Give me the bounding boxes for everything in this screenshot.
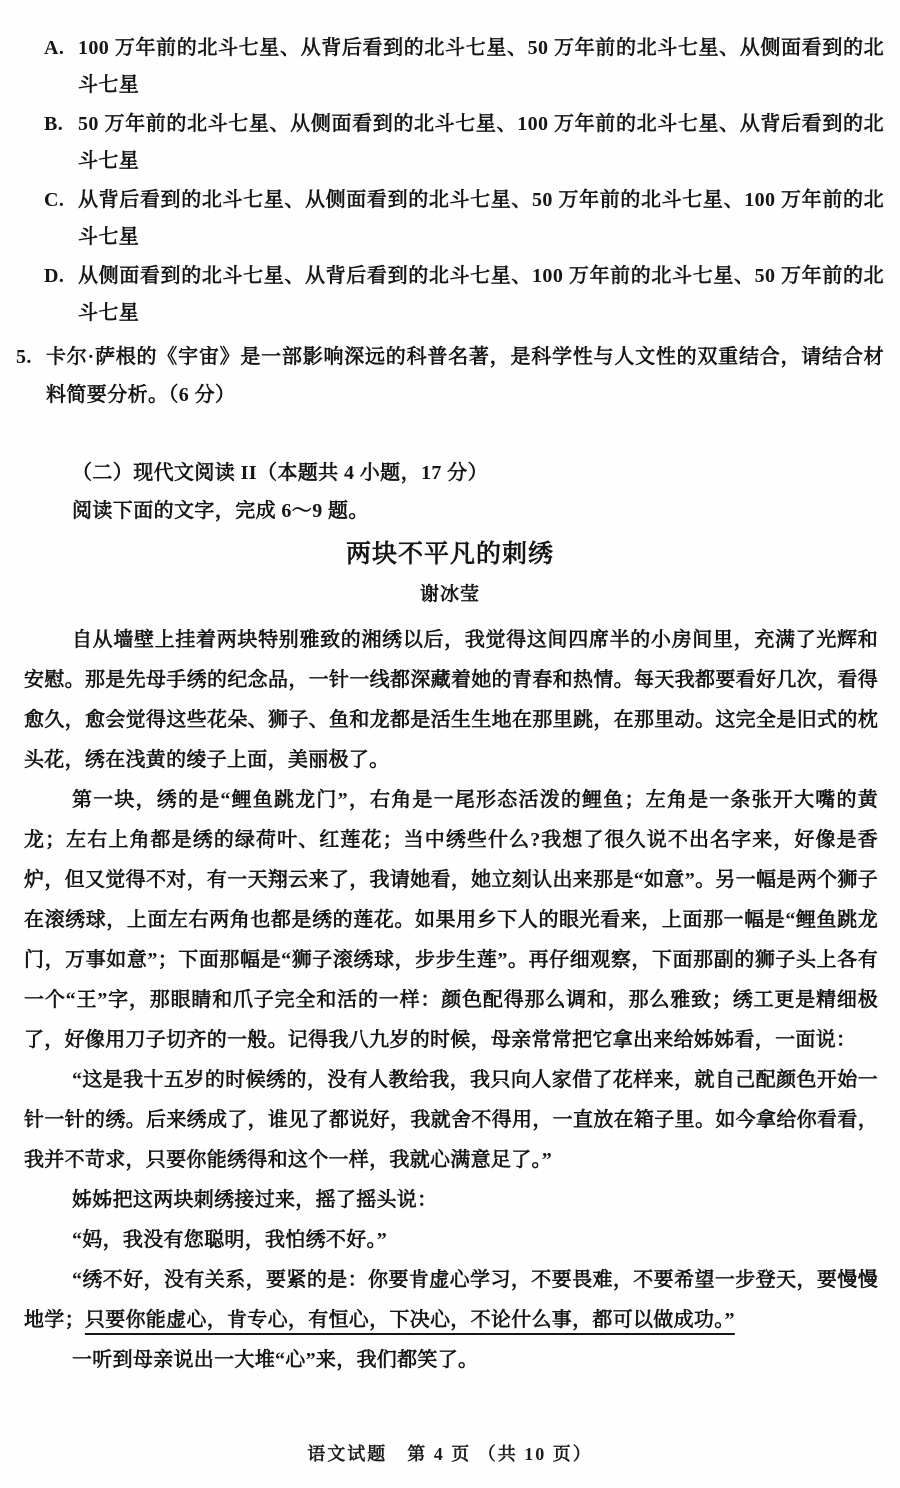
question-5-number: 5. bbox=[16, 346, 32, 368]
choice-options bbox=[44, 30, 884, 332]
option-c bbox=[44, 182, 884, 256]
question-5 bbox=[16, 338, 884, 414]
paragraph-6-mother-advice bbox=[24, 1260, 878, 1340]
section-2-block bbox=[72, 454, 884, 530]
option-b bbox=[44, 106, 884, 180]
paragraph-1: 自从墙壁上挂着两块特别雅致的湘绣以后，我觉得这间四席半的小房间里，充满了光辉和安慰。那是先母手绣的纪念品，一针一线都深藏着她的青春和热情。每天我都要看好几次，看得愈久，愈会觉得这些花朵、狮子、鱼和龙都是活生生地在那里跳，在那里动。这完全是旧式的枕头花，绣在浅黄的绫子上面，美丽极了。 bbox=[24, 629, 878, 771]
option-c-label: C. bbox=[44, 189, 65, 211]
option-b-label: B. bbox=[44, 113, 64, 135]
section-header: （二）现代文阅读 II（本题共 4 小题，17 分） bbox=[72, 462, 488, 484]
option-d bbox=[44, 258, 884, 332]
reading-instruction: 阅读下面的文字，完成 6～9 题。 bbox=[72, 500, 369, 522]
option-d-label: D. bbox=[44, 265, 65, 287]
option-a-text: 100 万年前的北斗七星、从背后看到的北斗七星、50 万年前的北斗七星、从侧面看到的北斗七星 bbox=[78, 37, 884, 96]
paragraph-4-sister-action: 姊姊把这两块刺绣接过来，摇了摇头说： bbox=[72, 1189, 438, 1211]
passage-body bbox=[24, 620, 878, 1380]
option-d-text: 从侧面看到的北斗七星、从背后看到的北斗七星、100 万年前的北斗七星、50 万年前的北斗七星 bbox=[78, 265, 884, 324]
passage-title: 两块不平凡的刺绣 bbox=[345, 541, 554, 568]
option-b-text: 50 万年前的北斗七星、从侧面看到的北斗七星、100 万年前的北斗七星、从背后看到的北斗七星 bbox=[78, 113, 884, 172]
paragraph-3-mother-quote: “这是我十五岁的时候绣的，没有人教给我，我只向人家借了花样来，就自己配颜色开始一针一针的绣。后来绣成了，谁见了都说好，我就舍不得用，一直放在箱子里。如今拿给你看看，我并不苛求，只要你能绣得和这个一样，我就心满意足了。” bbox=[24, 1069, 878, 1171]
advice-plain-text: “绣不好，没有关系，要紧的是：你要肯虚心学习，不要畏难，不要希望一步登天，要慢慢地学； bbox=[24, 1269, 878, 1331]
paragraph-7-closing: 一听到母亲说出一大堆“心”来，我们都笑了。 bbox=[72, 1349, 479, 1371]
advice-underlined-text: 只要你能虚心，肯专心，有恒心，下决心，不论什么事，都可以做成功。” bbox=[84, 1309, 735, 1331]
option-c-text: 从背后看到的北斗七星、从侧面看到的北斗七星、50 万年前的北斗七星、100 万年前的北斗七星 bbox=[78, 189, 884, 248]
paragraph-2: 第一块，绣的是“鲤鱼跳龙门”，右角是一尾形态活泼的鲤鱼；左角是一条张开大嘴的黄龙；左右上角都是绣的绿荷叶、红莲花；当中绣些什么?我想了很久说不出名字来，好像是香炉，但又觉得不对，有一天翔云来了，我请她看，她立刻认出来那是“如意”。另一幅是两个狮子在滚绣球，上面左右两角也都是绣的莲花。如果用乡下人的眼光看来，上面那一幅是“鲤鱼跳龙门，万事如意”；下面那幅是“狮子滚绣球，步步生莲”。再仔细观察，下面那副的狮子头上各有一个“王”字，那眼睛和爪子完全和活的一样：颜色配得那么调和，那么雅致；绣工更是精细极了，好像用刀子切齐的一般。记得我八九岁的时候，母亲常常把它拿出来给姊姊看，一面说： bbox=[24, 789, 878, 1051]
option-a bbox=[44, 30, 884, 104]
question-5-text: 卡尔·萨根的《宇宙》是一部影响深远的科普名著，是科学性与人文性的双重结合，请结合材料简要分析。（6 分） bbox=[46, 346, 884, 406]
passage-author: 谢冰莹 bbox=[419, 584, 480, 605]
page-footer: 语文试题 第 4 页 （共 10 页） bbox=[307, 1444, 593, 1464]
option-a-label: A. bbox=[44, 37, 65, 59]
paragraph-5-sister-quote: “妈，我没有您聪明，我怕绣不好。” bbox=[72, 1229, 388, 1251]
